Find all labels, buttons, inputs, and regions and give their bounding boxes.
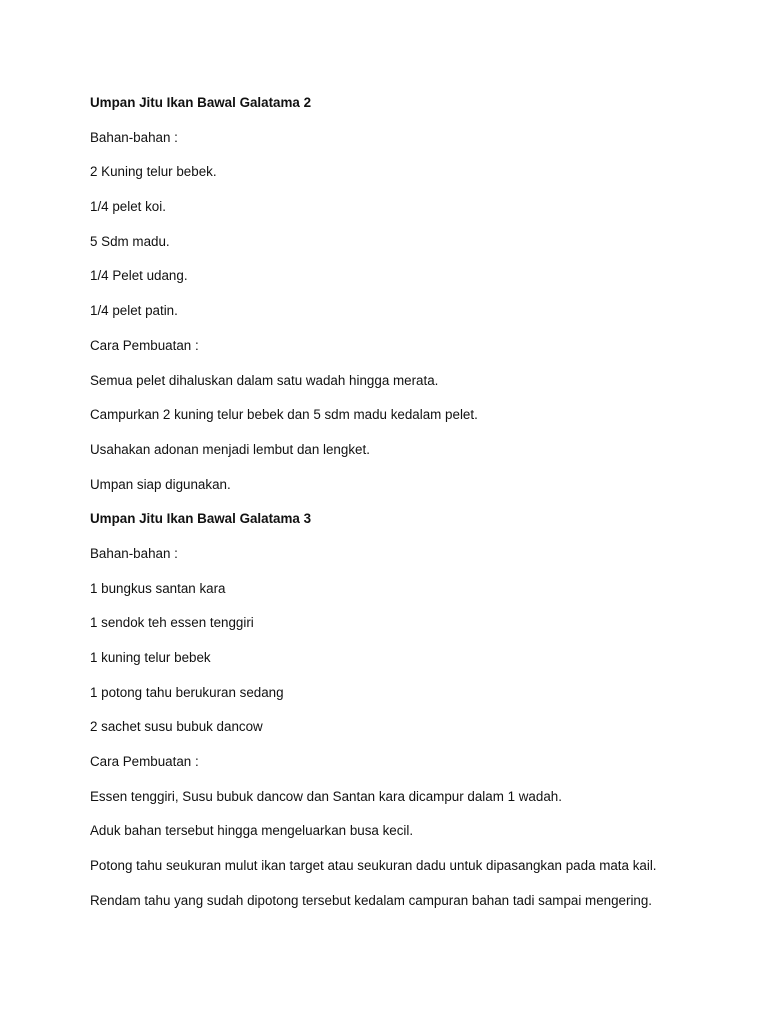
ingredient-item: 1 kuning telur bebek — [90, 650, 211, 665]
ingredient-item: 1/4 pelet koi. — [90, 199, 166, 215]
step-item: Potong tahu seukuran mulut ikan target atau seukuran dadu untuk dipasangkan pada mata kail. — [90, 858, 657, 874]
ingredient-item: 5 Sdm madu. — [90, 233, 170, 249]
steps-label: Cara Pembuatan : — [90, 754, 199, 770]
step-item: Umpan siap digunakan. — [90, 476, 231, 492]
step-item: Aduk bahan tersebut hingga mengeluarkan busa kecil. — [90, 823, 414, 839]
step-item: Semua pelet dihaluskan dalam satu wadah hingga merata. — [90, 372, 439, 388]
ingredient-item: 1 bungkus santan kara — [90, 580, 226, 596]
steps-label: Cara Pembuatan : — [90, 337, 199, 353]
recipe-section — [90, 94, 750, 494]
recipe-title: Umpan Jitu Ikan Bawal Galatama 3 — [90, 511, 312, 527]
ingredient-item: 2 sachet susu bubuk dancow — [90, 719, 263, 735]
ingredient-item: 1 sendok teh essen tenggiri — [90, 615, 254, 631]
ingredient-item: 1/4 pelet patin. — [90, 303, 178, 319]
document-body — [90, 94, 750, 927]
ingredients-label: Bahan-bahan : — [90, 545, 178, 561]
ingredient-item: 2 Kuning telur bebek. — [90, 164, 217, 180]
recipe-section — [90, 510, 750, 910]
step-item: Rendam tahu yang sudah dipotong tersebut kedalam campuran bahan tadi sampai mengering. — [90, 892, 653, 908]
step-item: Essen tenggiri, Susu bubuk dancow dan Santan kara dicampur dalam 1 wadah. — [90, 788, 562, 804]
ingredient-item: 1/4 Pelet udang. — [90, 268, 188, 284]
recipe-title: Umpan Jitu Ikan Bawal Galatama 2 — [90, 95, 312, 110]
ingredients-label: Bahan-bahan : — [90, 129, 178, 145]
step-item: Usahakan adonan menjadi lembut dan lengket. — [90, 441, 370, 457]
ingredient-item: 1 potong tahu berukuran sedang — [90, 684, 284, 700]
step-item: Campurkan 2 kuning telur bebek dan 5 sdm madu kedalam pelet. — [90, 407, 478, 423]
